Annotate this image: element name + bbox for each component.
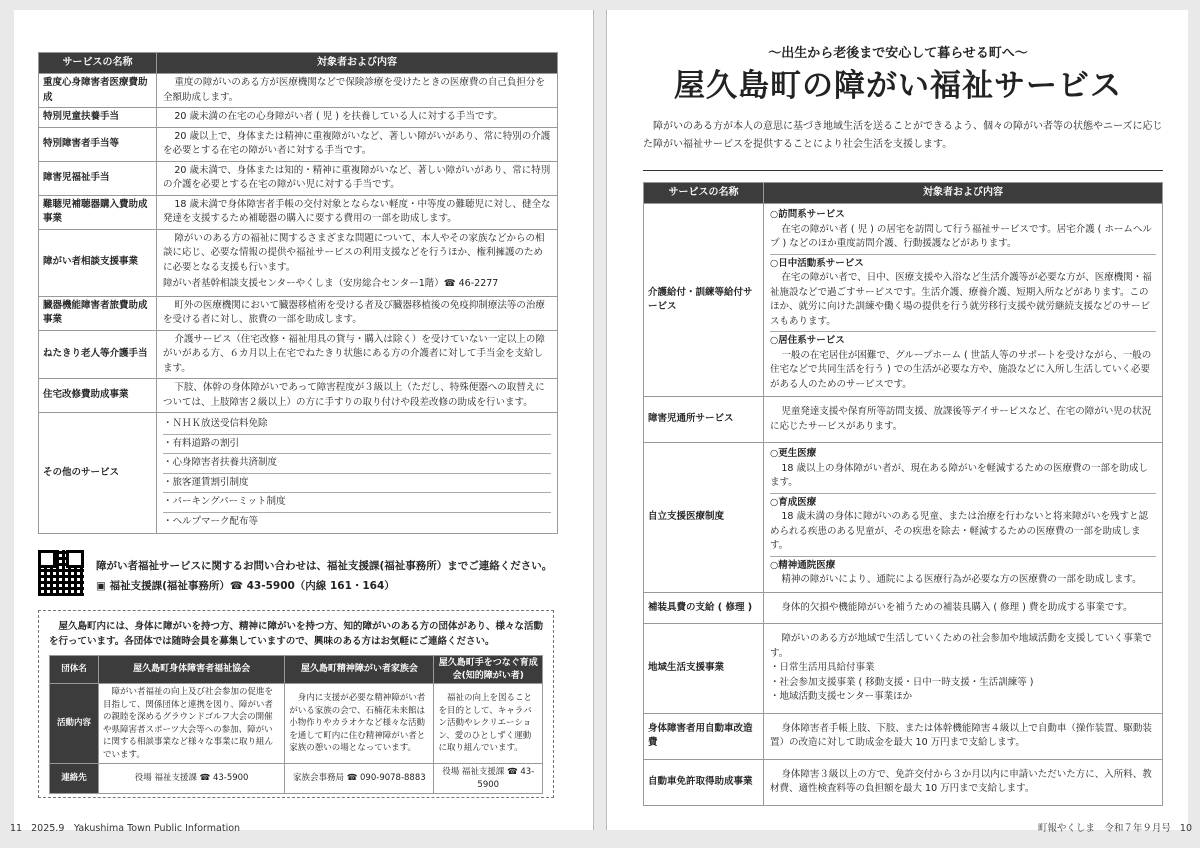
groups-contact-row [50,764,543,794]
list-item: ・ＮＨＫ放送受信料免除 [163,418,268,429]
list-item: ・日常生活用具給付事業 [770,662,875,673]
subsection-text: 18 歳未満の身体に障がいのある児童、または治療を行わないと将来障がいを残すと認められる疾患のある児童が、その疾患を除去・軽減するための医療費の一部を助成します。 [770,511,1148,551]
service-row [39,74,558,108]
subsection-text: 一般の在宅居住が困難で、グループホーム ( 世話人等のサポートを受けながら、一般の住宅などで共同生活を行う ) での生活が必要な方や、施設などに入所し生活していく必要がある人のためのサービスです。 [770,349,1152,390]
service-description [764,443,1163,593]
service-description [157,127,558,161]
service-name: その他のサービス [39,413,157,534]
divider [643,170,1163,171]
subsection-heading: ○日中活動系サービス [770,257,864,269]
groups-table [49,655,543,794]
left-service-rows [39,74,558,534]
service-description [764,713,1163,759]
service-description [764,592,1163,624]
inquiry-line-2: ▣ 福祉支援課(福祉事務所）☎ 43-5900（内線 161・164） [96,580,395,592]
description-text: 重度の障がいのある方が医療機関などで保険診療を受けたときの医療費の自己負担分を全額助成します。 [163,77,545,103]
subsection-text: 在宅の障がい者 ( 児 ) の居宅を訪問して行う福祉サービスです。居宅介護 ( ホームヘルプ ) などのほか重度訪問介護、行動援護などがあります。 [770,223,1152,249]
service-description [157,108,558,128]
intro-text: 障がいのある方が本人の意思に基づき地域生活を送ることができるよう、個々の障がい者等の状態やニーズに応じた障がい福祉サービスを提供することにより社会生活を支援します。 [643,121,1163,150]
service-row [644,592,1163,624]
subsection-heading: ○更生医療 [770,448,817,459]
service-subsection [770,331,1156,394]
subsection-text: 精神の障がいにより、通院による医療行為が必要な方の医療費の一部を助成します。 [781,574,1142,585]
description-text: 20 歳未満で、身体または知的・精神に重複障がいなど、著しい障がいがあり、常に特別の介護を必要とする在宅の障がい児に対する手当です。 [163,164,551,190]
service-row [39,195,558,229]
service-row [39,296,558,330]
groups-name-row [50,656,543,684]
service-name: 地域生活支援事業 [644,624,764,714]
column-header-name: サービスの名称 [644,183,764,204]
description-text: 20 歳未満の在宅の心身障がい者 ( 児 ) を扶養している人に対する手当です。 [174,111,503,122]
inquiry-text [96,556,552,596]
group-name: 屋久島町身体障害者福祉協会 [99,656,285,684]
list-item: ・社会参加支援事業 ( 移動支援・日中一時支援・生活訓練等 ) [770,676,1034,688]
group-contact: 家族会事務局 ☎ 090-9078-8883 [285,764,434,794]
page-title: 屋久島町の障がい福祉サービス [674,68,1122,104]
description-text: 障がい者基幹相談支援センターやくしま（安房総合センター1階）☎ 46-2277 [163,278,499,289]
right-footer-text: 町報やくしま 令和７年９月号 [1037,823,1171,834]
group-contact: 役場 福祉支援課 ☎ 43-5900 [434,764,543,794]
service-description [764,397,1163,443]
group-activity: 障がい者福祉の向上及び社会参加の促進を目指して、関係団体と連携を図り、障がい者の親睦を深めるグラウンドゴルフ大会の開催や県障害者スポーツ大会等への参加、障がいに関する相談事業など様々な事業に取り組んでいます。 [99,684,285,764]
service-row [644,713,1163,759]
right-service-table-wrap [643,182,1163,806]
group-name: 屋久島町手をつなぐ育成会(知的障がい者) [434,656,543,684]
right-service-table [643,182,1163,806]
list-item: ・地域活動支援センター事業ほか [770,691,913,702]
column-header-content: 対象者および内容 [764,183,1163,204]
service-row [39,161,558,195]
description-text: 18 歳未満で身体障害者手帳の交付対象とならない軽度・中等度の難聴児に対し、健全な発達を支援するため補聴器の購入に要する費用の一部を助成します。 [163,198,551,224]
service-row [39,413,558,534]
service-subsection [770,556,1156,590]
service-row [39,330,558,379]
service-description [157,413,558,534]
group-contact: 役場 福祉支援課 ☎ 43-5900 [99,764,285,794]
subsection-heading: ○育成医療 [770,496,817,508]
service-row [39,127,558,161]
left-page [10,10,594,834]
service-row [644,204,1163,397]
service-description [157,229,558,296]
label-activity: 活動内容 [50,684,99,764]
group-activity: 福祉の向上を図ることを目的として、キャラバン活動やレクリエーション、愛のひとしずく運動に取り組んでいます。 [434,684,543,764]
right-service-rows [644,204,1163,806]
slogan: 〜出生から老後まで安心して暮らせる町へ〜 [768,46,1028,61]
service-row [39,379,558,413]
description-text: 20 歳以上で、身体または精神に重複障がいなど、著しい障がいがあり、常に特別の介護を必要とする在宅の障がい者に対する手当です。 [163,130,551,156]
service-name: 障害児福祉手当 [39,161,157,195]
service-name: 特別障害者手当等 [39,127,157,161]
left-page-number: 11 [10,823,23,834]
description-text: 下肢、体幹の身体障がいであって障害程度が３級以上（ただし、特殊便器への取替えについては、上肢障害２級以上）の方に手すりの取り付けや段差改修の助成を行います。 [163,382,545,408]
service-description [157,195,558,229]
service-description [764,204,1163,397]
service-name: 身体障害者用自動車改造費 [644,713,764,759]
subsection-text: 在宅の障がい者で、日中、医療支援や入浴など生活介護等が必要な方が、医療機関・福祉施設などで過ごすサービスです。生活介護、療養介護、短期入所などがあります。このほか、就労に向けた訓練や働く場の提供を行う就労移行支援や就労継続支援などのサービスもあります。 [770,272,1152,327]
description-text: 町外の医療機関において臓器移植術を受ける者及び臓器移植後の免疫抑制療法等の治療を受ける者に対し、旅費の一部を助成します。 [163,299,545,325]
service-name: 介護給付・訓練等給付サービス [644,204,764,397]
service-row [644,397,1163,443]
service-name: 臓器機能障害者旅費助成事業 [39,296,157,330]
service-name: 難聴児補聴器購入費助成事業 [39,195,157,229]
service-description [157,74,558,108]
right-footer [1038,820,1192,834]
service-name: 障がい者相談支援事業 [39,229,157,296]
service-row [644,624,1163,714]
left-footer [10,820,240,834]
description-text: 身体的欠損や機能障がいを補うための補装具購入 ( 修理 ) 費を助成する事業です。 [781,601,1133,613]
service-name: 自立支援医療制度 [644,443,764,593]
service-description [157,161,558,195]
service-name: 特別児童扶養手当 [39,108,157,128]
service-name: 住宅改修費助成事業 [39,379,157,413]
list-item: ・心身障害者扶養共済制度 [163,453,551,473]
group-name: 屋久島町精神障がい者家族会 [285,656,434,684]
service-row [644,443,1163,593]
column-header-content: 対象者および内容 [157,53,558,74]
label-group-name: 団体名 [50,656,99,684]
column-header-name: サービスの名称 [39,53,157,74]
label-contact: 連絡先 [50,764,99,794]
service-name: 補装具費の支給 ( 修理 ) [644,592,764,624]
service-description [764,624,1163,714]
list-item: ・旅客運賃割引制度 [163,473,551,493]
service-row [39,108,558,128]
right-page [606,10,1192,834]
subsection-heading: ○精神通院医療 [770,559,836,571]
service-name: 自動車免許取得助成事業 [644,759,764,805]
left-service-table-wrap [38,52,558,534]
subsection-heading: ○訪問系サービス [770,209,845,220]
list-item: ・パーキングパーミット制度 [163,492,551,512]
subsection-text: 18 歳以上の身体障がい者が、現在ある障がいを軽減するための医療費の一部を助成します。 [770,462,1148,488]
subsection-heading: ○居住系サービス [770,335,845,346]
inquiry-box [38,550,558,598]
inquiry-line-1: 障がい者福祉サービスに関するお問い合わせは、福祉支援課(福祉事務所）までご連絡ください。 [96,560,553,572]
qr-code-icon [38,550,84,596]
description-text: 障がいのある方が地域で生活していくための社会参加や地域活動を支援していく事業です。 [770,633,1152,659]
service-description [157,379,558,413]
description-text: 児童発達支援や保育所等訪問支援、放課後等デイサービスなど、在宅の障がい児の状況に応じたサービスがあります。 [770,406,1152,432]
groups-activity-row [50,684,543,764]
left-footer-text: 2025.9 Yakushima Town Public Information [31,823,241,834]
description-text: 身体障害者手帳上肢、下肢、または体幹機能障害４級以上で自動車（操作装置、駆動装置）の改造に対して助成金を最大 10 万円まで支給します。 [770,722,1152,748]
service-description [157,330,558,379]
left-service-table [38,52,558,534]
service-subsection [770,445,1156,493]
service-subsection [770,493,1156,556]
list-item: ・有料道路の割引 [163,434,551,454]
description-text: 介護サービス（住宅改修・福祉用具の貸与・購入は除く）を受けていない一定以上の障がいがある方、６カ月以上在宅でねたきり状態にある方の介護者に対して手当金を支給します。 [163,333,545,374]
service-name: 重度心身障害者医療費助成 [39,74,157,108]
group-activity: 身内に支援が必要な精神障がい者がいる家族の会で、石楠花未来館は小物作りやカラオケなど様々な活動を通して町内に住む精神障がい者と家族の憩いの場となっています。 [285,684,434,764]
service-subsection [770,254,1156,332]
groups-intro: 屋久島町内には、身体に障がいを持つ方、精神に障がいを持つ方、知的障がいのある方の団体があり、様々な活動を行っています。各団体では随時会員を募集していますので、興味のある方はお気軽にご連絡ください。 [49,621,544,647]
service-row [39,229,558,296]
service-description [157,296,558,330]
description-text: 障がいのある方の福祉に関するさまざまな問題について、本人やその家族などからの相談に応じ、必要な情報の提供や福祉サービスの利用支援などを行うほか、権利擁護のために必要となる支援も行います。 [163,232,545,273]
right-page-number: 10 [1179,823,1192,834]
groups-box [38,610,554,798]
service-subsection [770,206,1156,254]
list-item: ・ヘルプマーク配布等 [163,512,551,532]
service-description [764,759,1163,805]
service-name: ねたきり老人等介護手当 [39,330,157,379]
service-row [644,759,1163,805]
service-name: 障害児通所サービス [644,397,764,443]
description-text: 身体障害３級以上の方で、免許交付から３か月以内に申請いただいた方に、入所料、教材費、適性検査料等の負担額を最大 10 万円まで支給します。 [770,768,1152,794]
